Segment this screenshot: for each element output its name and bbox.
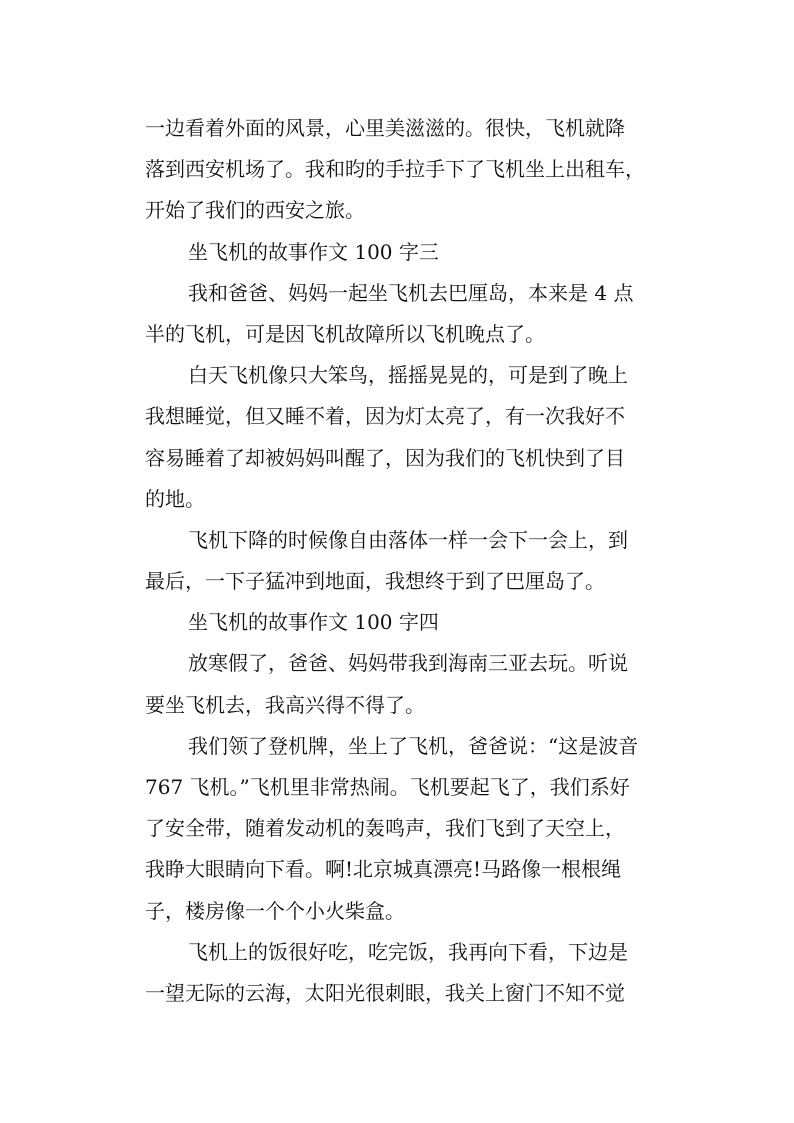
section-heading: 坐飞机的故事作文 100 字四: [188, 610, 439, 635]
text-line: 子，楼房像一个个小火柴盒。: [145, 898, 405, 923]
text-line: 了安全带，随着发动机的轰鸣声，我们飞到了天空上，: [145, 816, 625, 841]
text-line: 一望无际的云海，太阳光很刺眼，我关上窗门不知不觉: [145, 980, 625, 1005]
paragraph-start-line: 飞机下降的时候像自由落体一样一会下一会上，到: [188, 527, 628, 552]
section-heading: 坐飞机的故事作文 100 字三: [188, 239, 439, 264]
paragraph-start-line: 我和爸爸、妈妈一起坐飞机去巴厘岛，本来是 4 点: [188, 280, 634, 305]
paragraph-start-line: 白天飞机像只大笨鸟，摇摇晃晃的，可是到了晚上: [188, 363, 628, 388]
essay-text: [145, 108, 665, 1014]
text-line: 767 飞机。”飞机里非常热闹。飞机要起飞了，我们系好: [145, 775, 630, 799]
text-line: 半的飞机，可是因飞机故障所以飞机晚点了。: [145, 321, 545, 346]
text-line: 要坐飞机去，我高兴得不得了。: [145, 692, 425, 717]
text-line: 容易睡着了却被妈妈叫醒了，因为我们的飞机快到了目: [145, 445, 625, 470]
paragraph-start-line: 飞机上的饭很好吃，吃完饭，我再向下看，下边是: [188, 939, 628, 964]
text-line: 最后，一下子猛冲到地面，我想终于到了巴厘岛了。: [145, 569, 605, 594]
text-line: 我睁大眼睛向下看。啊!北京城真漂亮!马路像一根根绳: [145, 857, 622, 882]
text-line: 的地。: [145, 486, 205, 511]
paragraph-start-line: 我们领了登机牌，坐上了飞机，爸爸说：“这是波音: [188, 733, 639, 758]
paragraph-start-line: 放寒假了，爸爸、妈妈带我到海南三亚去玩。听说: [188, 651, 628, 676]
text-line: 落到西安机场了。我和昀的手拉手下了飞机坐上出租车，: [145, 157, 645, 182]
text-line: 开始了我们的西安之旅。: [145, 198, 365, 223]
text-line: 我想睡觉，但又睡不着，因为灯太亮了，有一次我好不: [145, 404, 625, 429]
text-line: 一边看着外面的风景，心里美滋滋的。很快，飞机就降: [145, 116, 625, 140]
